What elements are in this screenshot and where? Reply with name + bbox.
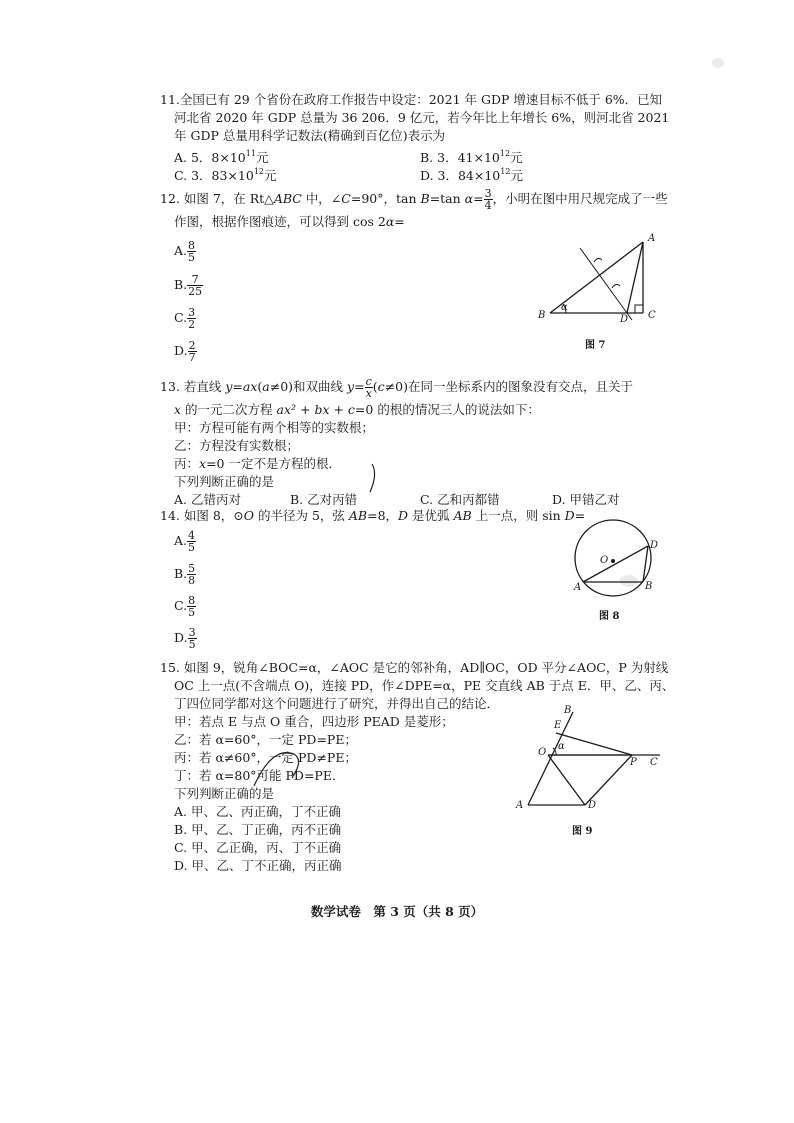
q15-statement-bing: 丙：若 α≠60°，一定 PD≠PE； [174, 750, 357, 765]
q15-line3: 丁四位同学都对这个问题进行了研究，并得出自己的结论． [174, 696, 500, 711]
fig9-label-alpha: α [558, 741, 565, 752]
q11-option-a: A. 5．$8\times 10^{11}$元 [174, 149, 269, 165]
q14-line1: 14. 如图 8，⊙O 的半径为 5，弦 AB=8，D 是优弧 AB 上一点，则 sin D= [160, 508, 586, 523]
q14-option-d: D. $\frac{3}{5}$ [174, 626, 196, 651]
q14-option-b: B. $\frac{5}{8}$ [174, 562, 196, 587]
q11-option-d: D. 3．$84\times 10^{12}$元 [420, 167, 523, 183]
fig7-label-b: B [538, 310, 546, 321]
fig7-label-d: D [620, 314, 629, 325]
scan-mark [712, 58, 724, 68]
fig7-label-alpha: α [561, 302, 568, 313]
q11-option-b: B. 3．$41\times 10^{12}$元 [420, 149, 523, 165]
q11-line1: 11.全国已有 29 个省份在政府工作报告中设定：2021 年 GDP 增速目标不低于 6%．已知 [160, 92, 663, 107]
q11-option-c: C. 3．$83\times 10^{12}$元 [174, 167, 277, 183]
q13-line2: x 的一元二次方程 ax² + bx + c=0 的根的情况三人的说法如下： [174, 402, 540, 417]
q12-option-d: D. $\frac{2}{7}$ [174, 339, 196, 364]
fig9-label-e: E [554, 720, 562, 731]
fig8-label-b: B [645, 581, 653, 592]
q15-option-d: D. 甲、乙、丁不正确，丙正确 [174, 858, 342, 873]
fig9-label-b: B [564, 705, 572, 716]
pencil-mark [360, 460, 390, 500]
fig9-label-p: P [630, 757, 637, 768]
q13-option-d: D. 甲错乙对 [552, 492, 620, 507]
fig8-label-a: A [574, 582, 582, 593]
fig8-caption: 图 8 [599, 611, 620, 622]
q15-statement-yi: 乙：若 α=60°，一定 PD=PE； [174, 732, 357, 747]
page-footer: 数学试卷 第 3 页（共 8 页） [310, 904, 484, 919]
fig9-label-c: C [650, 757, 658, 768]
fig8-label-d: D [650, 540, 659, 551]
q14-option-c: C. $\frac{8}{5}$ [174, 594, 196, 619]
q15-option-c: C. 甲、乙正确，丙、丁不正确 [174, 840, 342, 855]
fig7-label-c: C [648, 310, 656, 321]
fig9-label-d: D [588, 800, 597, 811]
pencil-mark [250, 745, 320, 790]
q12-tan-fraction: $\frac{3}{4}$ [484, 187, 492, 212]
fig7-label-a: A [648, 233, 656, 244]
q12-option-b: B. $\frac{7}{25}$ [174, 273, 203, 298]
q13-line1: 13. 若直线 y=ax(a≠0)和双曲线 y= $\frac{c}{x}$ (c≠0)在同一坐标系内的图象没有交点，且关于 [160, 375, 633, 400]
q15-line2: OC 上一点(不含端点 O)，连接 PD，作∠DPE=α，PE 交直线 AB 于点 E．甲、乙、丙、 [174, 678, 675, 693]
fig9-label-o: O [538, 747, 547, 758]
q12-line2: 作图，根据作图痕迹，可以得到 cos 2α= [174, 214, 405, 229]
figure-9 [515, 705, 665, 815]
fig9-label-a: A [516, 800, 524, 811]
q12-line1: 12. 如图 7，在 Rt△ABC 中，∠C=90°，tan B=tan α= $\frac{3}{4}$ ，小明在图中用尺规完成了一些 [160, 187, 668, 212]
q13-statement-jia: 甲：方程可能有两个相等的实数根； [174, 420, 375, 435]
q15-prompt: 下列判断正确的是 [174, 786, 275, 801]
q15-statement-ding: 丁：若 α=80°可能 PD=PE． [174, 768, 345, 783]
q12-option-c: C. $\frac{3}{2}$ [174, 306, 196, 331]
fig9-caption: 图 9 [572, 826, 593, 837]
q13-statement-yi: 乙：方程没有实数根； [174, 438, 300, 453]
q15-line1: 15. 如图 9，锐角∠BOC=α，∠AOC 是它的邻补角，AD∥OC，OD 平分∠AOC，P 为射线 [160, 660, 669, 675]
figure-7 [540, 235, 660, 330]
q11-line3: 年 GDP 总量用科学记数法(精确到百亿位)表示为 [174, 128, 446, 143]
q15-option-a: A. 甲、乙、丙正确，丁不正确 [174, 804, 341, 819]
q13-option-b: B. 乙对丙错 [290, 492, 358, 507]
q15-option-b: B. 甲、乙、丁正确，丙不正确 [174, 822, 342, 837]
q12-option-a: A. $\frac{8}{5}$ [174, 239, 196, 264]
q13-option-a: A. 乙错丙对 [174, 492, 241, 507]
q15-statement-jia: 甲：若点 E 与点 O 重合，四边形 PEAD 是菱形； [174, 714, 454, 729]
fig7-caption: 图 7 [585, 340, 606, 351]
q13-option-c: C. 乙和丙都错 [420, 492, 500, 507]
fig8-label-o: O [600, 555, 609, 566]
q14-option-a: A. $\frac{4}{5}$ [174, 529, 196, 554]
q11-line2: 河北省 2020 年 GDP 总量为 36 206．9 亿元，若今年比上年增长 6%，则河北省 2021 [174, 110, 670, 125]
q13-statement-bing: 丙：x=0 一定不是方程的根． [174, 456, 341, 471]
q13-prompt: 下列判断正确的是 [174, 474, 275, 489]
